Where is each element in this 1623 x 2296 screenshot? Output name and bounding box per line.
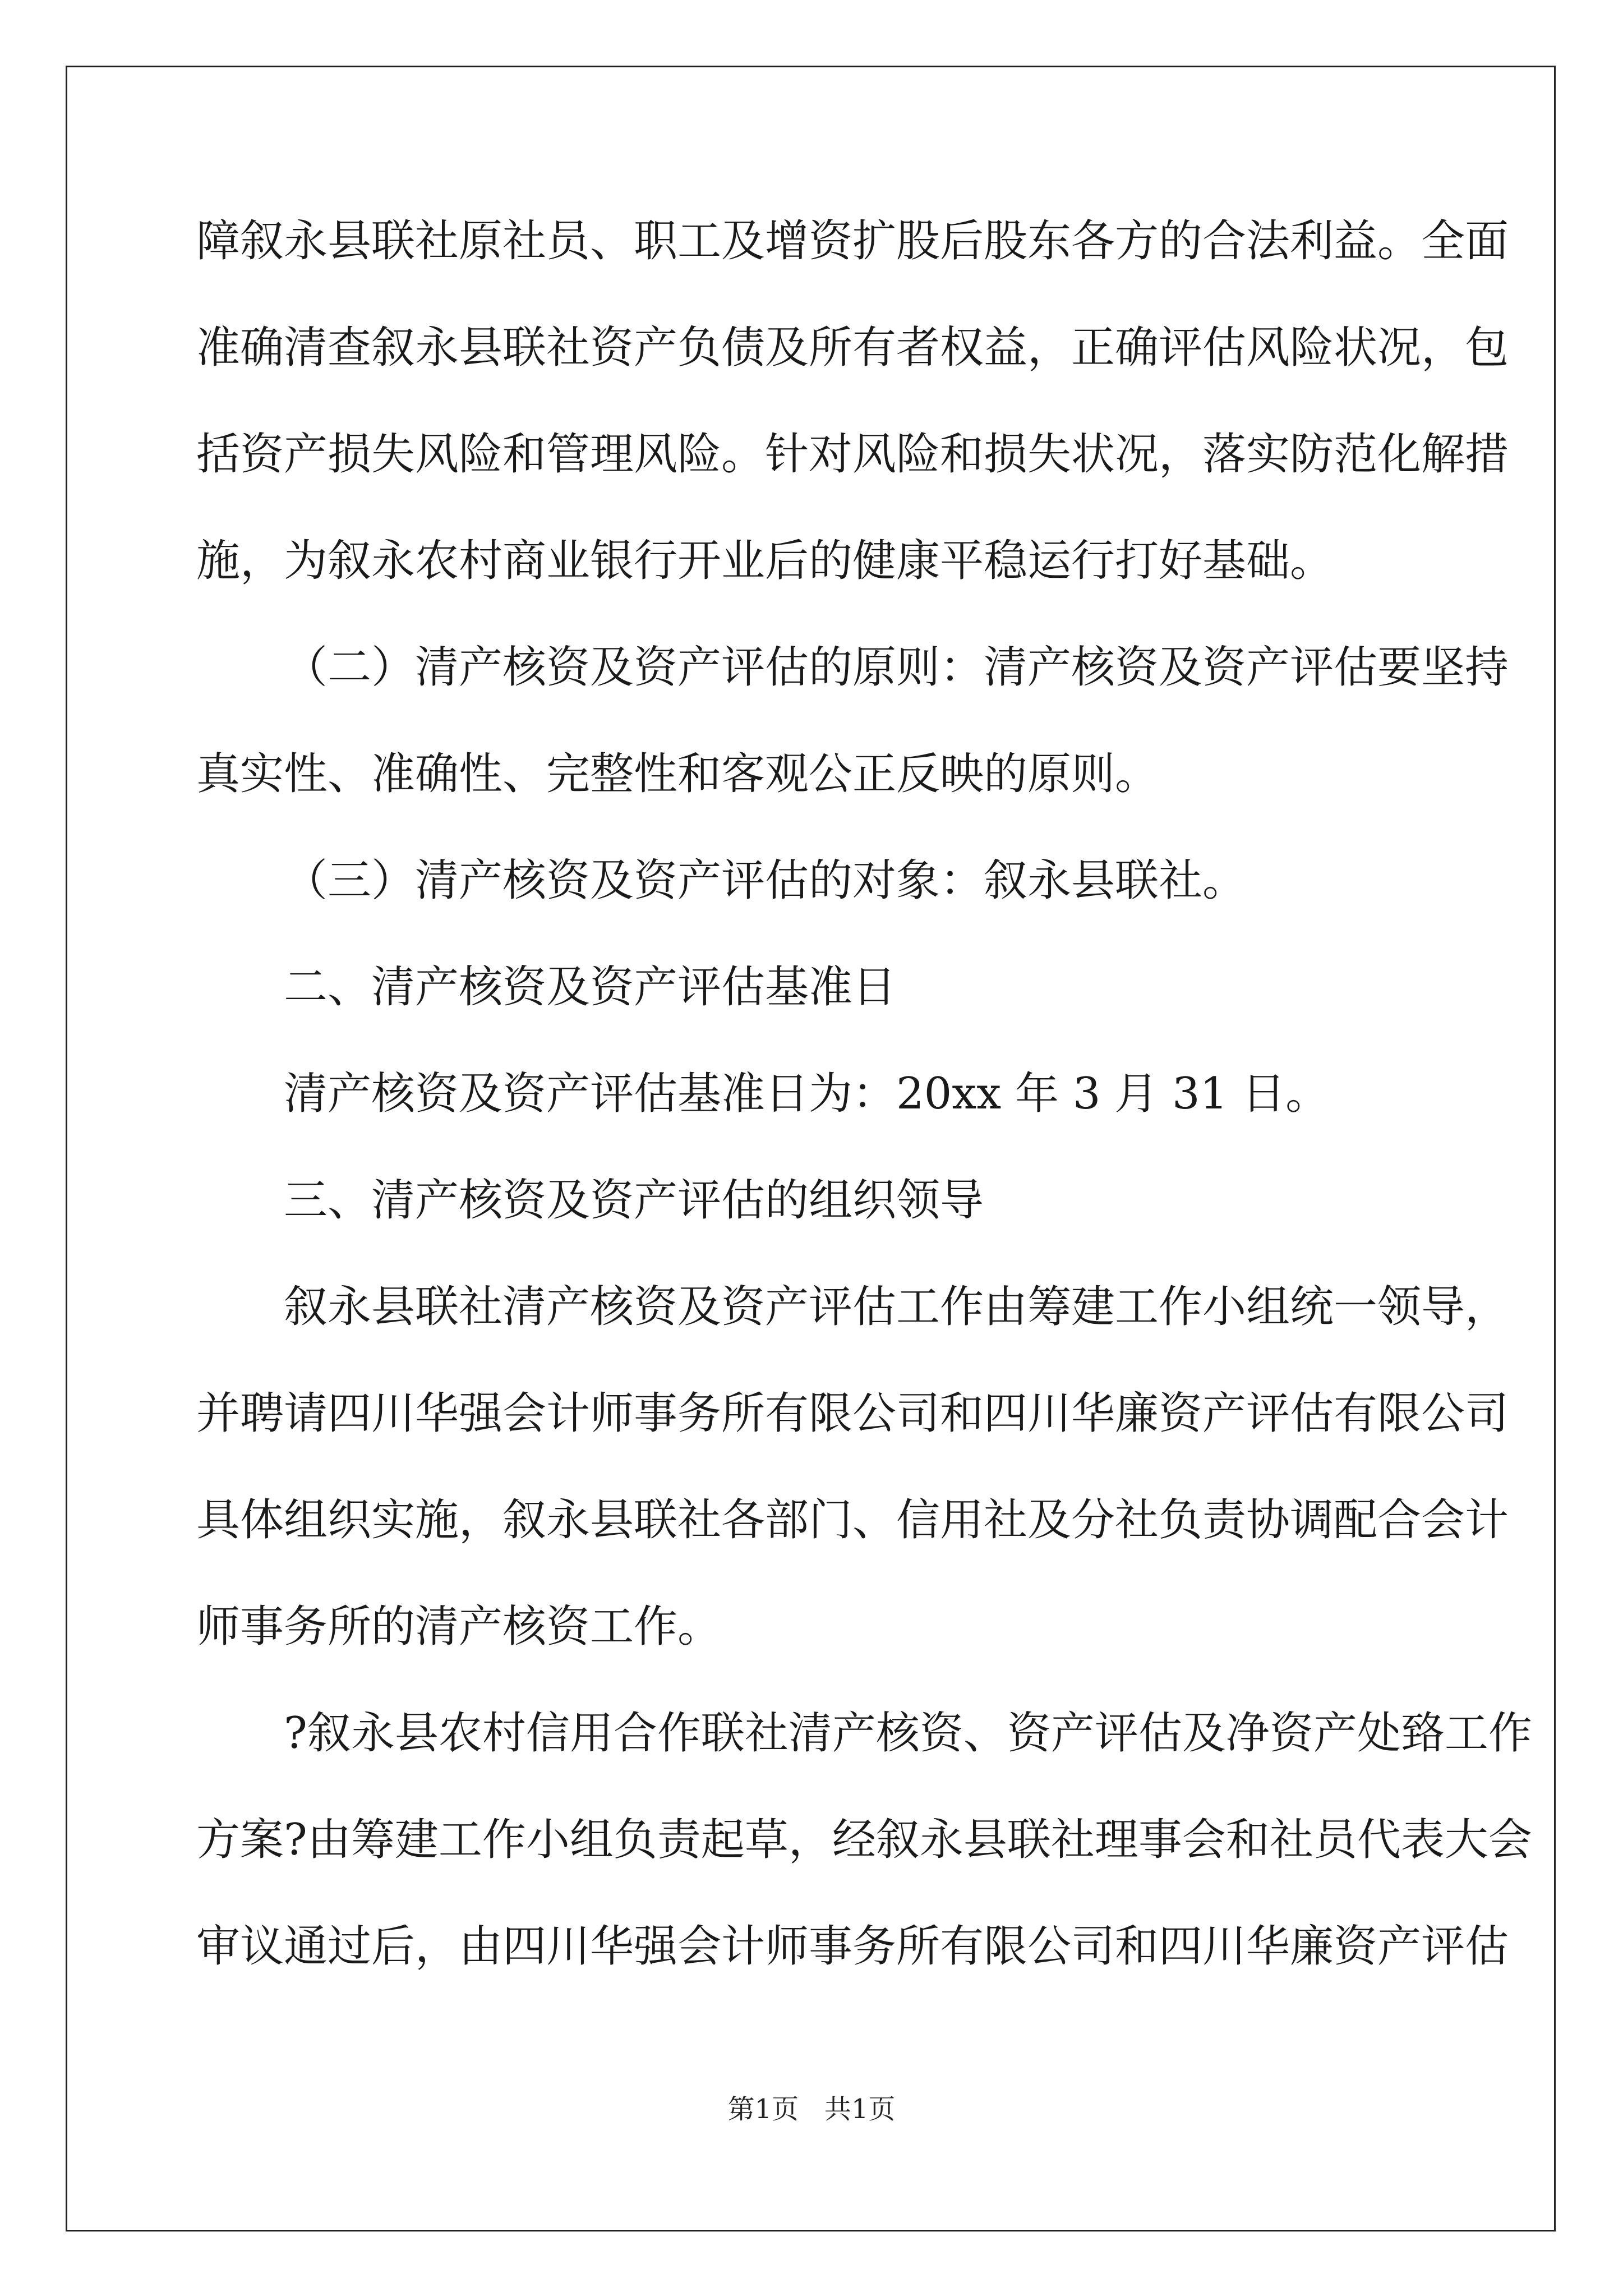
text-line: 并聘请四川华强会计师事务所有限公司和四川华廉资产评估有限公司: [196, 1388, 1509, 1439]
text-line: 叙永县联社清产核资及资产评估工作由筹建工作小组统一领导，: [284, 1282, 1509, 1332]
text-line: 具体组织实施，叙永县联社各部门、信用社及分社负责协调配合会计: [196, 1495, 1509, 1545]
page-total: 共1页: [824, 2093, 896, 2125]
text-line: （二）清产核资及资产评估的原则：清产核资及资产评估要坚持: [284, 642, 1509, 693]
text-line: 真实性、准确性、完整性和客观公正反映的原则。: [196, 749, 1159, 799]
section-heading: 三、清产核资及资产评估的组织领导: [284, 1175, 984, 1226]
text-line: （三）清产核资及资产评估的对象：叙永县联社。: [284, 855, 1247, 906]
text-line: 审议通过后，由四川华强会计师事务所有限公司和四川华廉资产评估: [196, 1921, 1509, 1972]
page-border: [66, 66, 1556, 2231]
page-footer: [0, 2092, 1623, 2126]
text-line: 准确清查叙永县联社资产负债及所有者权益，正确评估风险状况，包: [196, 323, 1509, 373]
text-line: 施，为叙永农村商业银行开业后的健康平稳运行打好基础。: [196, 536, 1334, 586]
page-number: 第1页: [727, 2093, 799, 2125]
text-line: 方案?由筹建工作小组负责起草，经叙永县联社理事会和社员代表大会: [196, 1815, 1532, 1865]
text-line: 障叙永县联社原社员、职工及增资扩股后股东各方的合法利益。全面: [196, 216, 1509, 266]
section-heading: 二、清产核资及资产评估基准日: [284, 962, 897, 1013]
text-line: ?叙永县农村信用合作联社清产核资、资产评估及净资产处臵工作: [284, 1708, 1532, 1759]
text-line: 括资产损失风险和管理风险。针对风险和损失状况，落实防范化解措: [196, 429, 1509, 480]
text-line: 师事务所的清产核资工作。: [196, 1602, 722, 1652]
text-line: 清产核资及资产评估基准日为：20xx 年 3 月 31 日。: [284, 1069, 1330, 1119]
